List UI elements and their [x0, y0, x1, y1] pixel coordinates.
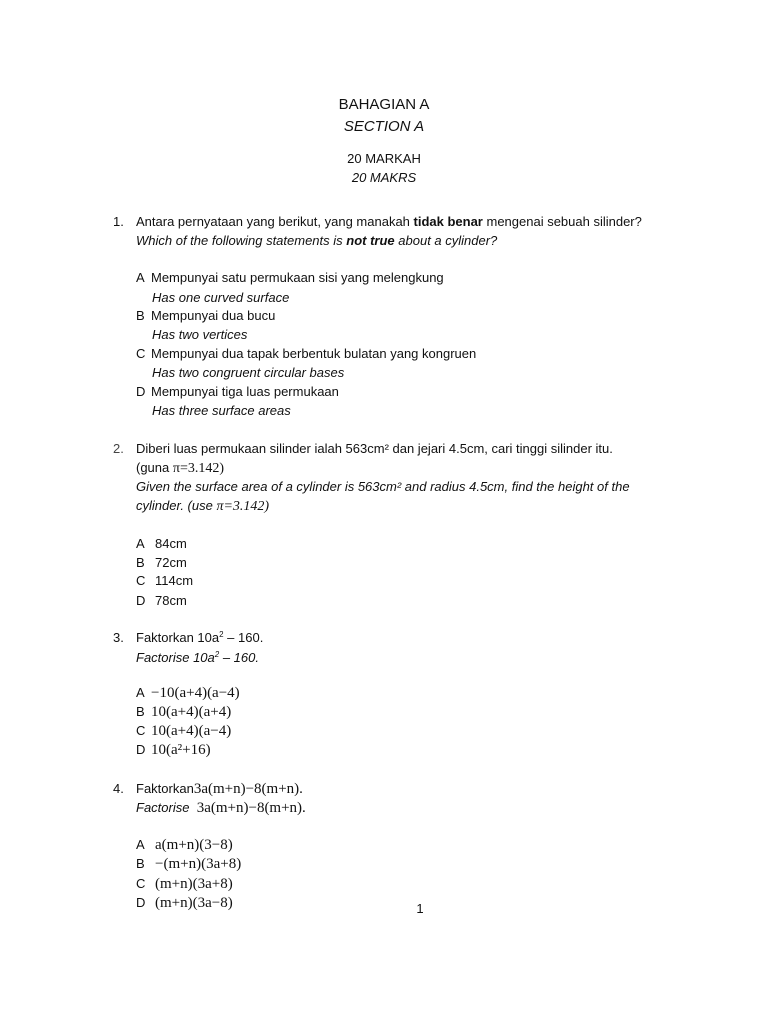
option-text-en: Has three surface areas: [152, 403, 291, 418]
question-text-part: Factorise 10a: [136, 650, 215, 665]
question-number: 3.: [113, 630, 124, 645]
question-text-en: Given the surface area of a cylinder is 563cm² and radius 4.5cm, find the height of the: [136, 479, 630, 494]
question-text: Diberi luas permukaan silinder ialah 563cm² dan jejari 4.5cm, cari tinggi silinder itu.: [136, 441, 613, 456]
option-text-en: Has one curved surface: [152, 290, 290, 305]
pi-value: π=3.142): [172, 461, 225, 476]
option-math: (m+n)(3a−8): [155, 895, 233, 911]
option-letter: B: [136, 555, 145, 570]
answer-option[interactable]: [136, 536, 187, 551]
answer-option[interactable]: [136, 346, 476, 361]
answer-option[interactable]: [136, 384, 339, 399]
question-math: 3a(m+n)−8(m+n).: [196, 800, 306, 816]
option-text: 84cm: [155, 536, 187, 551]
option-math: −10(a+4)(a−4): [151, 685, 240, 701]
question-text-part: – 160.: [219, 650, 259, 665]
question-emphasis: tidak benar: [413, 214, 483, 229]
marks-label: 20 MARKAH: [347, 151, 421, 166]
answer-option[interactable]: [136, 593, 187, 608]
option-letter: D: [136, 593, 146, 608]
option-letter: B: [136, 856, 145, 871]
option-text: Mempunyai dua bucu: [151, 308, 276, 323]
section-title-en: SECTION A: [343, 118, 425, 135]
question-number: 1.: [113, 214, 124, 229]
option-text: Mempunyai dua tapak berbentuk bulatan yang kongruen: [151, 346, 477, 361]
question-emphasis: not true: [346, 233, 395, 248]
pi-value: π=3.142): [216, 499, 270, 514]
marks-label-en: 20 MAKRS: [351, 170, 417, 185]
section-title: BAHAGIAN A: [338, 96, 430, 113]
page-number: 1: [416, 901, 424, 916]
option-math: 10(a+4)(a−4): [151, 723, 232, 739]
answer-option[interactable]: [136, 308, 275, 323]
question-number: 2.: [113, 441, 124, 456]
option-letter: A: [136, 685, 145, 700]
exponent: 2: [214, 650, 220, 659]
question-text-pi: [136, 460, 224, 477]
question-text-en: [136, 650, 259, 665]
exponent: 2: [219, 630, 224, 639]
answer-option[interactable]: [136, 837, 233, 854]
option-text: Mempunyai tiga luas permukaan: [151, 384, 339, 399]
option-text: 78cm: [155, 593, 187, 608]
question-text-part: Factorise: [136, 800, 190, 815]
question-text-part: Antara pernyataan yang berikut, yang manakah: [136, 214, 414, 229]
answer-option[interactable]: [136, 704, 231, 721]
answer-option[interactable]: [136, 685, 240, 702]
answer-option[interactable]: [136, 856, 241, 873]
question-text: [136, 630, 263, 645]
option-text-en: Has two congruent circular bases: [152, 365, 345, 380]
answer-option[interactable]: [136, 742, 211, 759]
option-letter: D: [136, 742, 146, 757]
option-math: 10(a+4)(a+4): [151, 704, 232, 720]
answer-option[interactable]: [136, 723, 231, 740]
option-letter: D: [136, 895, 146, 910]
question-text-part: (guna: [136, 460, 173, 475]
option-text: Mempunyai satu permukaan sisi yang melengkung: [151, 270, 444, 285]
question-text-part: – 160.: [223, 630, 264, 645]
question-text-en: [136, 800, 306, 817]
question-text-en: [136, 498, 269, 515]
question-text-part: about a cylinder?: [394, 233, 498, 248]
question-text-part: Faktorkan: [136, 781, 194, 796]
question-math: 3a(m+n)−8(m+n).: [193, 781, 303, 797]
question-text: [136, 214, 642, 229]
option-math: 10(a²+16): [151, 742, 211, 758]
option-text-en: Has two vertices: [152, 327, 248, 342]
answer-option[interactable]: [136, 876, 233, 893]
option-letter: C: [136, 723, 146, 738]
option-letter: C: [136, 573, 146, 588]
option-text: 72cm: [155, 555, 187, 570]
answer-option[interactable]: [136, 573, 193, 588]
option-letter: A: [136, 837, 145, 852]
option-text: 114cm: [155, 573, 194, 588]
option-letter: B: [136, 308, 145, 323]
option-math: −(m+n)(3a+8): [155, 856, 242, 872]
option-letter: A: [136, 536, 145, 551]
question-text-en: [136, 233, 497, 248]
option-letter: C: [136, 876, 146, 891]
option-letter: D: [136, 384, 146, 399]
option-letter: B: [136, 704, 145, 719]
question-text: [136, 781, 303, 798]
answer-option[interactable]: [136, 555, 187, 570]
question-text-part: Faktorkan 10a: [136, 630, 220, 645]
option-letter: C: [136, 346, 146, 361]
question-text-part: Which of the following statements is: [136, 233, 347, 248]
question-text-part: mengenai sebuah silinder?: [482, 214, 642, 229]
option-letter: A: [136, 270, 145, 285]
option-math: (m+n)(3a+8): [155, 876, 233, 892]
question-text-part: cylinder. (use: [136, 498, 217, 513]
answer-option[interactable]: [136, 270, 444, 285]
question-number: 4.: [113, 781, 124, 796]
option-math: a(m+n)(3−8): [155, 837, 233, 853]
